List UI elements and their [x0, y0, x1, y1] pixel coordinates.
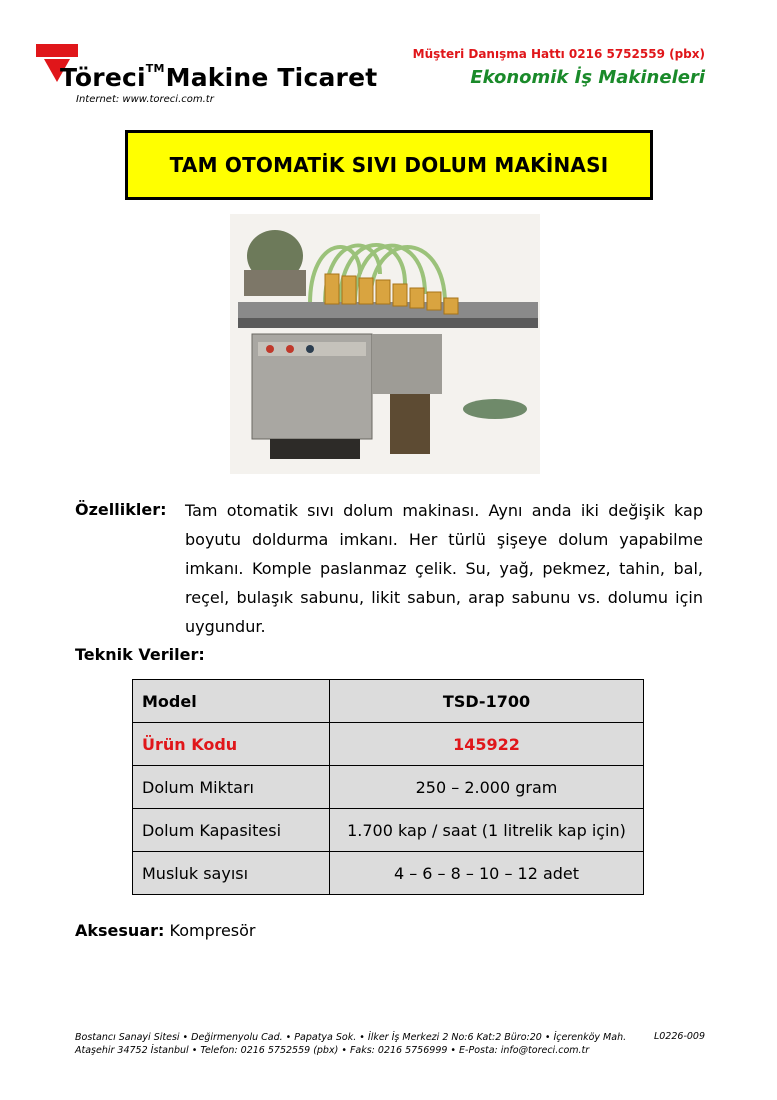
spec-name: Musluk sayısı — [133, 852, 330, 895]
accessory-value: Kompresör — [169, 921, 256, 940]
footer-line-2: Ataşehir 34752 İstanbul • Telefon: 0216 5752559 (pbx) • Faks: 0216 5756999 • E-Posta: info@toreci.com.tr — [75, 1045, 590, 1056]
brand-name — [60, 62, 377, 92]
spec-value: 4 – 6 – 8 – 10 – 12 adet — [330, 852, 644, 895]
spec-value: 1.700 kap / saat (1 litrelik kap için) — [330, 809, 644, 852]
company-slogan: Ekonomik İş Makineleri — [470, 67, 705, 88]
product-photo — [230, 214, 540, 474]
brand-suffix: Makine Ticaret — [165, 63, 378, 92]
website-link[interactable]: Internet: www.toreci.com.tr — [76, 94, 214, 105]
table-row — [133, 680, 644, 723]
table-row — [133, 766, 644, 809]
document-code: L0226-009 — [653, 1031, 705, 1042]
spec-name: Dolum Kapasitesi — [133, 809, 330, 852]
technical-data-label: Teknik Veriler: — [75, 645, 205, 664]
spec-table — [132, 679, 644, 895]
spec-value: 145922 — [330, 723, 644, 766]
features-label: Özellikler: — [75, 500, 167, 519]
spec-name: Ürün Kodu — [133, 723, 330, 766]
spec-name: Dolum Miktarı — [133, 766, 330, 809]
table-row — [133, 723, 644, 766]
trademark: TM — [145, 62, 165, 75]
title-box — [125, 130, 653, 200]
accessory-label: Aksesuar: — [75, 921, 165, 940]
table-row — [133, 809, 644, 852]
table-row — [133, 852, 644, 895]
accessory-line — [75, 921, 256, 940]
page-title: TAM OTOMATİK SIVI DOLUM MAKİNASI — [169, 153, 609, 177]
features-text: Tam otomatik sıvı dolum makinası. Aynı anda iki değişik kap boyutu doldurma imkanı. Her türlü şişeye dolum yapabilme imkanı. Komple paslanmaz çelik. Su, yağ, pekmez, tahin, bal, reçel, bulaşık sabunu, likit sabun, arap sabunu vs. dolumu için uygundur. — [185, 501, 703, 636]
customer-hotline: Müşteri Danışma Hattı 0216 5752559 (pbx) — [412, 47, 705, 61]
spec-name: Model — [133, 680, 330, 723]
footer-line-1: Bostancı Sanayi Sitesi • Değirmenyolu Cad. • Papatya Sok. • İlker İş Merkezi 2 No:6 Kat:2 Büro:20 • İçerenköy Mah. — [75, 1032, 627, 1043]
footer-address — [75, 1031, 705, 1057]
spec-value: 250 – 2.000 gram — [330, 766, 644, 809]
spec-value: TSD-1700 — [330, 680, 644, 723]
brand-toreci: Töreci — [60, 63, 146, 92]
